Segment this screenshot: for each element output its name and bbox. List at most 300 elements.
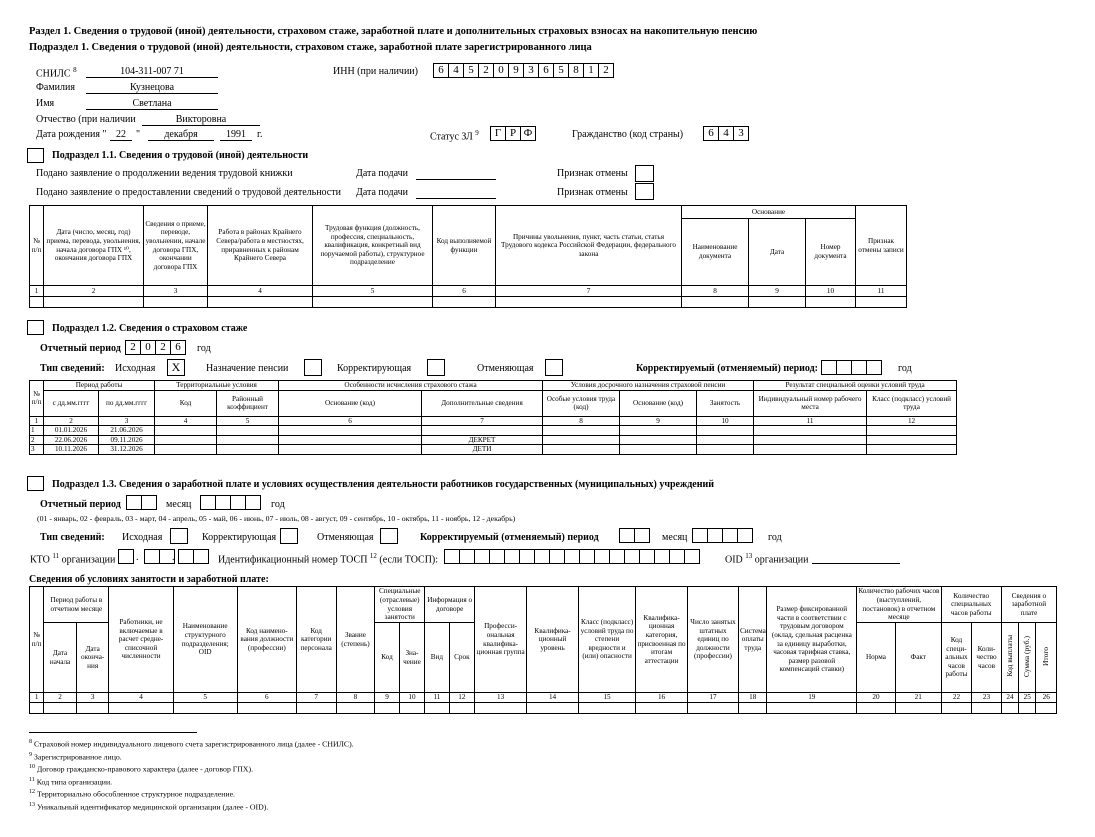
table-cell[interactable] (697, 435, 754, 445)
table-cell[interactable] (972, 703, 1002, 714)
table-cell[interactable]: 10.11.2026 (44, 445, 99, 455)
table-cell[interactable] (449, 703, 474, 714)
sub11-h5: Трудовая функция (должность, профессия, специальность, квалификация, конкретный вид поручаемой работы), структурное подразделение (313, 206, 433, 286)
col-number: 2 (44, 693, 77, 703)
inn-field[interactable] (433, 63, 614, 78)
tosp-cell[interactable] (444, 549, 460, 564)
salary-h-period: Период работы в отчетном месяце (44, 587, 109, 623)
sub11-date-field-2[interactable] (416, 198, 496, 199)
col-number: 9 (749, 286, 806, 297)
table-cell[interactable] (155, 426, 217, 436)
citizenship-field[interactable] (703, 126, 749, 141)
table-cell[interactable] (579, 703, 636, 714)
inn-cell[interactable]: 2 (598, 63, 614, 78)
footnote: $^{12}$ Территориально обособленное структурное подразделение. (29, 789, 235, 799)
sub12-h-class: Класс (подкласс) условий труда (867, 390, 957, 416)
table-cell[interactable]: 21.06.2026 (99, 426, 155, 436)
sub13-corr-year-field[interactable] (692, 528, 753, 543)
tosp-cell[interactable] (549, 549, 565, 564)
col-number: 17 (688, 693, 739, 703)
table-cell[interactable] (1036, 703, 1057, 714)
col-number: 3 (76, 693, 109, 703)
footnote: $^{13}$ Уникальный идентификатор медицинской организации (далее - OID). (29, 801, 269, 812)
status-cell[interactable]: Р (505, 126, 521, 141)
dob-month-field[interactable]: декабря (148, 129, 214, 141)
sub11-h7: Причины увольнения, пункт, часть статьи, статья Трудового кодекса Российской Федерации, федерального закона (496, 206, 682, 286)
sub12-h-calc: Особенности исчисления страхового стажа (279, 381, 543, 391)
sub12-corrected-year: год (898, 363, 912, 374)
dob-quote: " (136, 129, 141, 140)
salary-h17: Число занятых штатных единиц по должности (профессии) (688, 587, 739, 693)
salary-table (29, 586, 1057, 714)
status-cell[interactable]: Г (490, 126, 506, 141)
table-cell[interactable] (767, 703, 857, 714)
table-cell[interactable]: ДЕКРЕТ (422, 435, 543, 445)
col-number: 5 (313, 286, 433, 297)
col-number: 3 (99, 416, 155, 426)
col-number: 20 (857, 693, 896, 703)
salary-col-numbers (30, 693, 1057, 703)
col-number: 9 (375, 693, 399, 703)
col-number: 1 (30, 416, 44, 426)
tosp-cell[interactable] (654, 549, 670, 564)
patronymic-field[interactable]: Викторовна (142, 114, 260, 126)
sub13-kto-sep-2: . (172, 552, 175, 563)
table-cell[interactable] (754, 426, 867, 436)
inn-cell[interactable]: 3 (523, 63, 539, 78)
sub12-h-early: Условия досрочного назначения страховой пенсии (543, 381, 754, 391)
col-number: 5 (217, 416, 279, 426)
status-cell[interactable]: Ф (520, 126, 536, 141)
table-cell[interactable] (30, 703, 44, 714)
salary-h7: Код категории персонала (296, 587, 336, 693)
table-cell[interactable] (425, 703, 449, 714)
tosp-cell[interactable] (459, 549, 475, 564)
table-cell[interactable]: 09.11.2026 (99, 435, 155, 445)
col-number: 23 (972, 693, 1002, 703)
sub11-h9: Дата (749, 219, 806, 286)
col-number: 10 (806, 286, 856, 297)
tosp-cell[interactable] (669, 549, 685, 564)
footnote: $^8$ Страховой номер индивидуального лицевого счета зарегистрированного лица (далее - СНИЛС). (29, 739, 354, 749)
name-label: Имя (36, 98, 55, 109)
footnote-divider (29, 732, 197, 733)
tosp-cell[interactable] (474, 549, 490, 564)
salary-h11: Вид (425, 623, 449, 693)
sub11-cancel-label-2: Признак отмены (557, 187, 628, 198)
table-cell[interactable] (109, 703, 173, 714)
salary-h23: Коли-чество часов (972, 623, 1002, 693)
sub11-h-num: № п/п (30, 206, 44, 286)
table-row[interactable] (30, 703, 1057, 714)
sub13-month-field[interactable] (126, 495, 157, 510)
sub11-checkbox[interactable] (27, 148, 44, 163)
col-number: 16 (636, 693, 688, 703)
col-number: 2 (44, 286, 144, 297)
salary-h-spec-hours: Количество специальных часов работы (941, 587, 1001, 623)
dob-year-field[interactable]: 1991 (220, 129, 252, 141)
table-cell[interactable]: 31.12.2026 (99, 445, 155, 455)
sub11-date-label-2: Дата подачи (356, 187, 409, 198)
sub12-corrected-cell[interactable] (866, 360, 882, 375)
sub11-table (29, 205, 907, 308)
citizenship-cell[interactable]: 4 (718, 126, 734, 141)
dob-day-field[interactable]: 22 (110, 129, 132, 141)
sub13-tosp-field[interactable] (444, 549, 700, 564)
col-number: 1 (30, 286, 44, 297)
inn-cell[interactable]: 9 (508, 63, 524, 78)
salary-h22: Код специ-альных часов работы (941, 623, 972, 693)
col-number: 4 (155, 416, 217, 426)
sub12-corrected-cell[interactable] (821, 360, 837, 375)
col-number: 13 (475, 693, 527, 703)
sub13-initial-checkbox[interactable] (170, 528, 188, 544)
col-number: 4 (208, 286, 313, 297)
sub12-h-period: Период работы (44, 381, 155, 391)
col-number: 6 (279, 416, 422, 426)
tosp-cell[interactable] (534, 549, 550, 564)
salary-h-spec: Специальные (отраслевые) условия занятости (375, 587, 425, 623)
sub12-type-initial: Исходная (115, 363, 156, 374)
salary-h5: Наименование структурного подразделения; OID (173, 587, 237, 693)
col-number: 11 (425, 693, 449, 703)
tosp-cell[interactable] (624, 549, 640, 564)
citizenship-cell[interactable]: 6 (703, 126, 719, 141)
sub13-type-label: Тип сведений: (40, 532, 105, 543)
col-number: 14 (527, 693, 579, 703)
sub13-corrected-year: год (768, 532, 782, 543)
table-cell[interactable] (217, 435, 279, 445)
inn-cell[interactable]: 6 (433, 63, 449, 78)
sub13-corrected-month: месяц (662, 532, 688, 543)
sub13-kto-sep: . (136, 552, 139, 563)
table-cell[interactable] (217, 445, 279, 455)
sub11-h4: Работа в районах Крайнего Севера/работа в местностях, приравненных к районам Крайнего Севера (208, 206, 313, 286)
sub11-cancel-checkbox-2[interactable] (635, 183, 654, 200)
col-number: 8 (682, 286, 749, 297)
table-row[interactable] (30, 297, 907, 308)
table-cell[interactable] (543, 435, 620, 445)
sub12-h-workplace: Индивидуальный номер рабочего места (754, 390, 867, 416)
salary-h16: Квалифика-ционная категория, присвоенная по итогам аттестации (636, 587, 688, 693)
col-number: 7 (296, 693, 336, 703)
sub12-period-cell[interactable]: 6 (170, 340, 186, 355)
sub12-h-terr: Территориальные условия (155, 381, 279, 391)
sub12-table (29, 380, 957, 455)
table-cell[interactable] (941, 703, 972, 714)
inn-cell[interactable]: 5 (463, 63, 479, 78)
sub12-h-to: по дд.мм.гггг (99, 390, 155, 416)
sub13-year-field[interactable] (200, 495, 261, 510)
table-cell[interactable] (620, 435, 697, 445)
tosp-cell[interactable] (609, 549, 625, 564)
table-cell[interactable] (543, 426, 620, 436)
sub12-h-code: Код (155, 390, 217, 416)
col-number: 11 (856, 286, 907, 297)
table-cell[interactable] (688, 703, 739, 714)
salary-h-start: Дата начала (44, 623, 77, 693)
table-cell[interactable] (375, 703, 399, 714)
col-number: 12 (449, 693, 474, 703)
sub13-type-initial: Исходная (122, 532, 163, 543)
sub12-h-coef: Районный коэффициент (217, 390, 279, 416)
sub12-period-cell[interactable]: 2 (125, 340, 141, 355)
name-field[interactable]: Светлана (86, 98, 218, 110)
salary-h21: Факт (895, 623, 941, 693)
table-cell[interactable] (279, 426, 422, 436)
table-cell[interactable] (867, 435, 957, 445)
tosp-cell[interactable] (489, 549, 505, 564)
col-number: 26 (1036, 693, 1057, 703)
sub13-oid-label: OID $^{13}$ организации (725, 552, 809, 566)
sub12-h-basis2: Основание (код) (620, 390, 697, 416)
sub12-h-add: Дополнительные сведения (422, 390, 543, 416)
salary-h-dog: Информация о договоре (425, 587, 475, 623)
table-cell[interactable]: 22.06.2026 (44, 435, 99, 445)
sub13-title: Подраздел 1.3. Сведения о заработной плате и условиях осуществления деятельности работников государственных (муниципальных) учреждений (52, 479, 715, 490)
table-cell[interactable] (867, 445, 957, 455)
sub12-corrected-cell[interactable] (851, 360, 867, 375)
table-cell[interactable] (1001, 703, 1018, 714)
sub12-period-cell[interactable]: 0 (140, 340, 156, 355)
col-number: 12 (867, 416, 957, 426)
table-cell[interactable] (620, 445, 697, 455)
table-row[interactable] (30, 426, 957, 436)
status-field[interactable] (490, 126, 536, 141)
sub13-corrected-label: Корректируемый (отменяемый) период (420, 532, 599, 543)
inn-cell[interactable]: 8 (568, 63, 584, 78)
tosp-cell[interactable] (519, 549, 535, 564)
sub11-h8: Наименование документа (682, 219, 749, 286)
table-cell[interactable] (399, 703, 424, 714)
sub11-h3: Сведения о приеме, переводе, увольнении, начале договора ГПХ, окончании договора ГПХ (144, 206, 208, 286)
inn-cell[interactable]: 6 (538, 63, 554, 78)
table-cell[interactable] (697, 426, 754, 436)
table-cell[interactable] (857, 703, 896, 714)
sub13-period-label: Отчетный период (40, 499, 121, 510)
tosp-cell[interactable] (684, 549, 700, 564)
salary-h24: Код выплаты (1001, 623, 1018, 693)
table-cell[interactable] (754, 445, 867, 455)
footnote: $^{11}$ Код типа организации. (29, 776, 113, 787)
col-number: 10 (697, 416, 754, 426)
sub13-tosp-label: Идентификационный номер ТОСП $^{12}$ (если ТОСП): (218, 552, 439, 566)
table-cell[interactable] (1019, 703, 1036, 714)
citizenship-label: Гражданство (код страны) (572, 129, 684, 140)
salary-h-pay: Сведения о заработной плате (1001, 587, 1056, 623)
sub11-col-numbers (30, 286, 907, 297)
sub12-correcting-checkbox[interactable] (427, 359, 445, 376)
sub11-cancel-checkbox-1[interactable] (635, 165, 654, 182)
inn-cell[interactable]: 1 (583, 63, 599, 78)
table-cell[interactable] (867, 426, 957, 436)
sub13-corr-month-field[interactable] (619, 528, 650, 543)
table-cell[interactable] (296, 703, 336, 714)
table-cell[interactable]: ДЕТИ (422, 445, 543, 455)
salary-h14: Квалифика-ционный уровень (527, 587, 579, 693)
salary-h6: Код наимено-вания должности (профессии) (237, 587, 296, 693)
patronymic-label: Отчество (при наличии (36, 114, 136, 125)
table-cell[interactable] (422, 426, 543, 436)
sub12-initial-checkbox[interactable]: X (167, 359, 185, 376)
sub11-cancel-label-1: Признак отмены (557, 168, 628, 179)
tosp-cell[interactable] (504, 549, 520, 564)
sub13-kto-label: КТО $^{11}$ организации (30, 552, 116, 566)
inn-cell[interactable]: 5 (553, 63, 569, 78)
table-cell[interactable] (336, 703, 375, 714)
salary-h18: Система оплаты труда (738, 587, 767, 693)
table-cell[interactable]: 3 (30, 445, 44, 455)
sub12-type-correcting: Корректирующая (337, 363, 412, 374)
table-cell[interactable]: 01.01.2026 (44, 426, 99, 436)
sub12-type-pension: Назначение пенсии (206, 363, 289, 374)
inn-cell[interactable]: 0 (493, 63, 509, 78)
salary-h-end: Дата оконча-ния (76, 623, 109, 693)
col-number: 6 (433, 286, 496, 297)
sub13-type-cancelling: Отменяющая (317, 532, 374, 543)
table-cell[interactable] (237, 703, 296, 714)
col-number: 11 (754, 416, 867, 426)
table-cell[interactable] (636, 703, 688, 714)
salary-h10: Зна-чение (399, 623, 424, 693)
sub11-line2: Подано заявление о предоставлении сведений о трудовой деятельности (36, 187, 341, 198)
sub12-h-busy: Занятость (697, 390, 754, 416)
col-number: 3 (144, 286, 208, 297)
salary-h25: Сумма (руб.) (1019, 623, 1036, 693)
inn-cell[interactable]: 2 (478, 63, 494, 78)
dob-label: Дата рождения " (36, 129, 107, 140)
salary-h26: Итого (1036, 623, 1057, 693)
sub12-title: Подраздел 1.2. Сведения о страховом стаже (52, 323, 248, 334)
salary-h13: Професси-ональная квалифика-ционная группа (475, 587, 527, 693)
sub12-cancelling-checkbox[interactable] (545, 359, 563, 376)
tosp-cell[interactable] (594, 549, 610, 564)
col-number: 15 (579, 693, 636, 703)
table-cell[interactable] (76, 703, 109, 714)
sub11-h10: Номер документа (806, 219, 856, 286)
sub12-period-field[interactable] (125, 340, 186, 355)
sub11-h11: Признак отмены записи (856, 206, 907, 286)
col-number: 22 (941, 693, 972, 703)
table-cell[interactable]: 2 (30, 435, 44, 445)
sub12-period-label: Отчетный период (40, 343, 121, 354)
sub13-correcting-checkbox[interactable] (280, 528, 298, 544)
sub12-corrected-cell[interactable] (836, 360, 852, 375)
table-cell[interactable]: 1 (30, 426, 44, 436)
surname-field[interactable]: Кузнецова (86, 82, 218, 94)
sub13-checkbox[interactable] (27, 476, 44, 491)
sub12-h-from: с дд.мм.гггг (44, 390, 99, 416)
table-cell[interactable] (738, 703, 767, 714)
table-cell[interactable] (620, 426, 697, 436)
sub13-type-correcting: Корректирующая (202, 532, 277, 543)
table-cell[interactable] (279, 445, 422, 455)
section-title: Раздел 1. Сведения о трудовой (иной) деятельности, страховом стаже, заработной плате и дополнительных страховых взносах на накопительную пенсию (29, 26, 758, 37)
sub12-type-label: Тип сведений: (40, 363, 105, 374)
table-cell[interactable] (173, 703, 237, 714)
sub12-col-numbers (30, 416, 957, 426)
sub12-h-special: Особые условия труда (код) (543, 390, 620, 416)
surname-label: Фамилия (36, 82, 75, 93)
inn-cell[interactable]: 4 (448, 63, 464, 78)
sub11-h6: Код выполняемой функции (433, 206, 496, 286)
sub12-pension-checkbox[interactable] (304, 359, 322, 376)
sub12-period-cell[interactable]: 2 (155, 340, 171, 355)
table-row[interactable] (30, 435, 957, 445)
salary-h19: Размер фиксированной части в соответствии с трудовым договором (оклад, сдельная расценка за единицу выработки, часовая тарифная ставка, размер разовой компенсаций ставки) (767, 587, 857, 693)
col-number: 10 (399, 693, 424, 703)
sub13-months-hint: (01 - январь, 02 - февраль, 03 - март, 04 - апрель, 05 - май, 06 - июнь, 07 - июль, 08 - август, 09 - сентябрь, 10 - октябрь, 11 - ноябрь, 12 - декабрь) (37, 514, 516, 523)
col-number: 1 (30, 693, 44, 703)
footnote: $^9$ Зарегистрированное лицо. (29, 751, 122, 762)
status-label: Статус ЗЛ $^9$ (430, 129, 479, 143)
tosp-cell[interactable] (579, 549, 595, 564)
sub11-date-field-1[interactable] (416, 179, 496, 180)
subsection-title: Подраздел 1. Сведения о трудовой (иной) деятельности, страховом стаже, заработной плате зарегистрированного лица (29, 42, 592, 53)
sub13-kto-field-1[interactable] (118, 549, 134, 564)
table-cell[interactable] (543, 445, 620, 455)
tosp-cell[interactable] (564, 549, 580, 564)
col-number: 9 (620, 416, 697, 426)
salary-title: Сведения об условиях занятости и заработной плате: (29, 574, 269, 585)
sub12-h-num: № п/п (30, 381, 44, 417)
table-cell[interactable] (697, 445, 754, 455)
sub12-checkbox[interactable] (27, 320, 44, 335)
table-cell[interactable] (527, 703, 579, 714)
snils-label: СНИЛС $^8$ (36, 66, 77, 80)
table-cell[interactable] (895, 703, 941, 714)
sub13-cancelling-checkbox[interactable] (380, 528, 398, 544)
snils-field[interactable]: 104-311-007 71 (86, 66, 218, 78)
inn-label: ИНН (при наличии) (333, 66, 418, 77)
col-number: 18 (738, 693, 767, 703)
col-number: 2 (44, 416, 99, 426)
citizenship-cell[interactable]: 3 (733, 126, 749, 141)
table-cell[interactable] (279, 435, 422, 445)
sub12-corrected-field[interactable] (821, 360, 882, 375)
sub12-h-basis: Основание (код) (279, 390, 422, 416)
sub11-line1: Подано заявление о продолжении ведения трудовой книжки (36, 168, 293, 179)
table-cell[interactable] (155, 435, 217, 445)
sub12-year-label: год (197, 343, 211, 354)
table-cell[interactable] (475, 703, 527, 714)
table-cell[interactable] (44, 703, 77, 714)
footnote: $^{10}$ Договор гражданско-правового характера (далее - договор ГПХ). (29, 764, 254, 774)
col-number: 8 (336, 693, 375, 703)
sub13-kto-field-3[interactable] (178, 549, 209, 564)
salary-h9: Код (375, 623, 399, 693)
salary-h4: Работники, не включаемые в расчет средне-списочной численности (109, 587, 173, 693)
table-cell[interactable] (155, 445, 217, 455)
col-number: 6 (237, 693, 296, 703)
sub11-date-label-1: Дата подачи (356, 168, 409, 179)
sub13-month-label: месяц (166, 499, 192, 510)
table-row[interactable] (30, 445, 957, 455)
tosp-cell[interactable] (639, 549, 655, 564)
salary-h20: Норма (857, 623, 896, 693)
footnotes (29, 737, 354, 813)
salary-h8: Звание (степень) (336, 587, 375, 693)
sub11-h-osn: Основание (682, 206, 856, 219)
sub13-oid-field[interactable] (812, 563, 900, 564)
table-cell[interactable] (754, 435, 867, 445)
col-number: 24 (1001, 693, 1018, 703)
sub13-kto-field-2[interactable] (144, 549, 175, 564)
table-cell[interactable] (217, 426, 279, 436)
sub12-h-result: Результат специальной оценки условий труда (754, 381, 957, 391)
salary-h15: Класс (подкласс) условий труда по степени вредности и (или) опасности (579, 587, 636, 693)
sub11-h2: Дата (число, месяц, год) приема, перевода, увольнения, начала договора ГПХ ¹⁰, окончания договора ГПХ (44, 206, 144, 286)
